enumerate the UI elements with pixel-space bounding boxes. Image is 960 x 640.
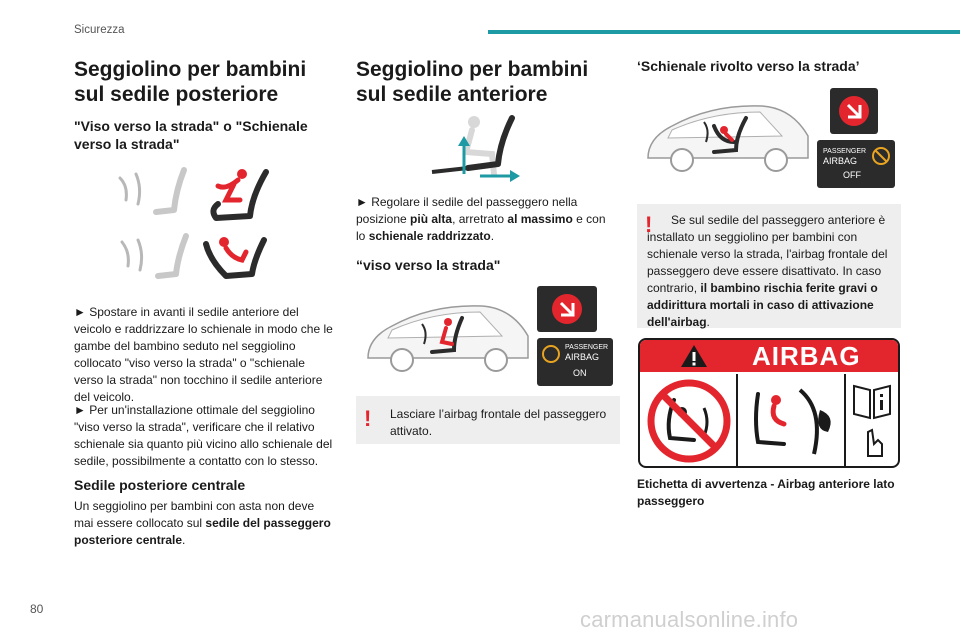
rear-facing-title: ‘Schienale rivolto verso la strada’	[637, 58, 860, 74]
passenger-label: PASSENGER	[565, 344, 609, 351]
warning-airbag-on-text: Lasciare l’airbag frontale del passeggero attivato.	[390, 407, 607, 438]
rear-seat-subtitle: "Viso verso la strada" o "Schienale verso la strada"	[74, 118, 308, 152]
rear-seat-illustration	[114, 160, 274, 280]
header-accent-bar	[488, 30, 960, 34]
warning-icon: !	[645, 212, 653, 237]
read-manual-icon	[852, 382, 892, 462]
airbag-label-word: AIRBAG	[752, 341, 861, 371]
rear-center-text: Un seggiolino per bambini con asta non deve mai essere collocato sul sedile del passeggero posteriore centrale.	[74, 499, 331, 547]
rear-seat-title: Seggiolino per bambini sul sedile posteriore	[74, 58, 307, 106]
seat-adjust-illustration	[428, 112, 524, 184]
car-rear-facing-illustration	[642, 96, 814, 176]
hazard-triangle-icon	[680, 344, 708, 368]
car-forward-facing-illustration	[362, 296, 534, 376]
airbag-warning-label	[638, 338, 900, 468]
watermark: carmanualsonline.info	[580, 607, 799, 632]
warning-box-airbag-on	[356, 396, 620, 444]
warning-box-airbag-off	[637, 204, 901, 328]
airbag-label: AIRBAG	[823, 156, 858, 166]
rear-facing-danger-icon	[744, 380, 840, 462]
airbag-label-banner	[640, 340, 898, 372]
rear-seat-instruction-1: ► Spostare in avanti il sedile anteriore del veicolo e raddrizzare lo schienale in modo che le gambe del bambino seduto nel seggiolino collocato "viso verso la strada" o "schienale verso la strada" non tocchino il sedile anteriore del veicolo.	[74, 305, 333, 404]
rear-center-title: Sedile posteriore centrale	[74, 477, 246, 493]
front-seat-adjust-text: ► Regolare il sedile del passeggero nella posizione più alta, arretrato al massimo e con lo schienale raddrizzato.	[356, 195, 606, 243]
airbag-on-indicator-icon	[537, 286, 597, 332]
warning-airbag-off-text: Se sul sedile del passeggero anteriore è installato un seggiolino per bambini con schienale verso la strada, l'airbag frontale del passeggero deve essere disattivato. In caso contrario, il bambino rischia ferite gravi o addirittura mortali in caso di attivazione dell'airbag.	[647, 213, 888, 329]
section-label: Sicurezza	[74, 24, 125, 36]
passenger-airbag-off-panel	[817, 140, 895, 188]
airbag-off-indicator-icon	[830, 88, 878, 134]
passenger-airbag-on-panel	[537, 338, 613, 386]
warning-icon: !	[364, 406, 372, 431]
forward-facing-title: “viso verso la strada"	[356, 257, 501, 273]
airbag-status-off: OFF	[843, 170, 861, 180]
rear-seat-instruction-2: ► Per un'installazione ottimale del seggiolino "viso verso la strada", verificare che il relativo schienale sia quanto più vicino allo schienale del sedile, possibilmente a contatto con lo stesso.	[74, 403, 333, 468]
front-seat-title: Seggiolino per bambini sul sedile anteriore	[356, 58, 589, 106]
no-child-seat-icon	[644, 378, 734, 464]
passenger-label: PASSENGER	[823, 148, 867, 155]
airbag-label: AIRBAG	[565, 352, 600, 362]
airbag-label-caption: Etichetta di avvertenza - Airbag anteriore lato passeggero	[637, 477, 895, 508]
page-number: 80	[30, 602, 44, 616]
airbag-status-on: ON	[573, 368, 587, 378]
